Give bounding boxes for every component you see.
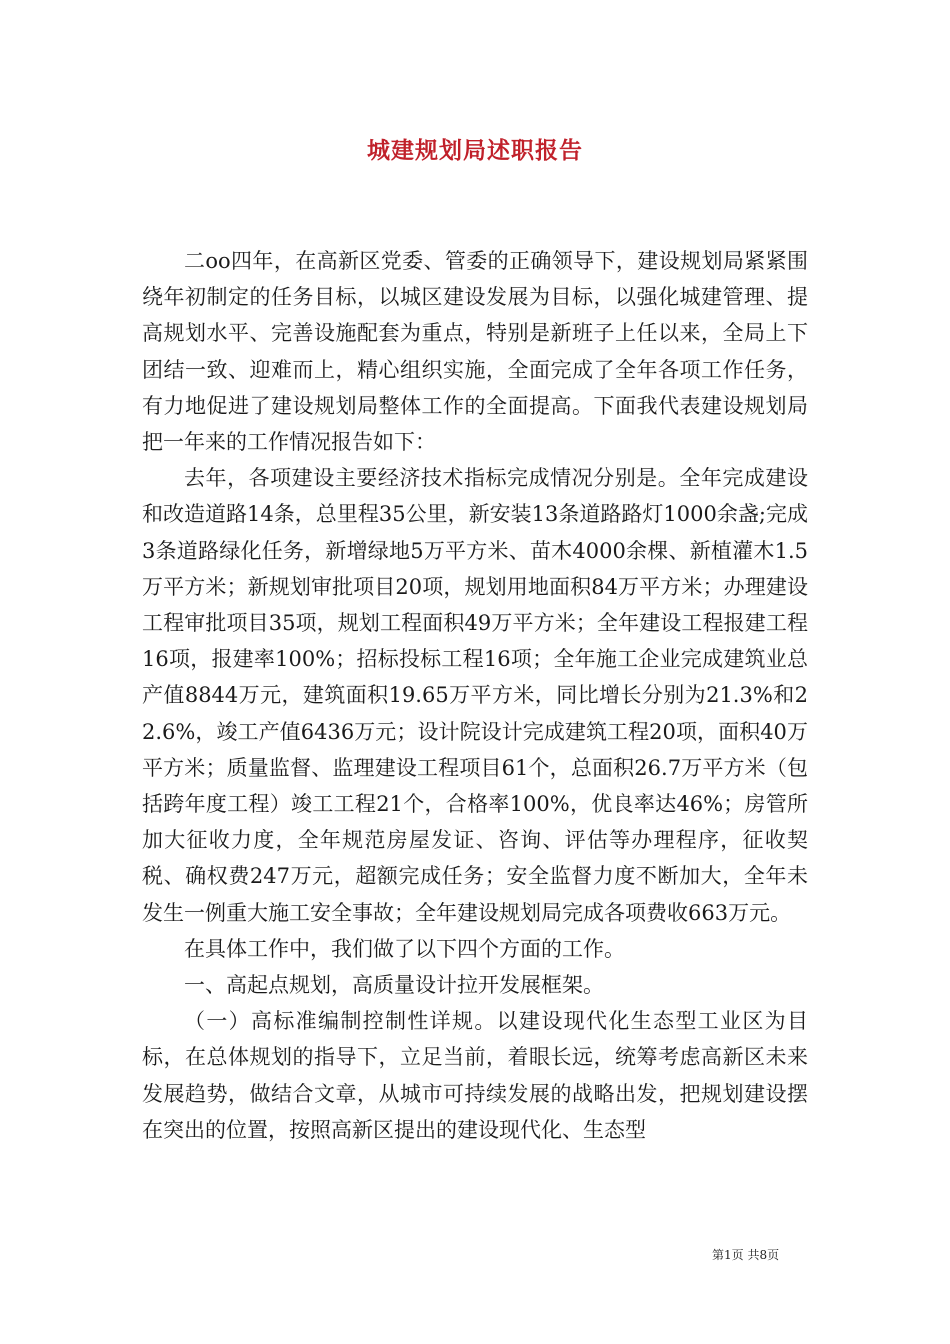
footer-middle: 页 共 — [731, 1248, 760, 1262]
current-page-number: 1 — [724, 1248, 732, 1262]
section-heading-1: 一、高起点规划，高质量设计拉开发展框架。 — [184, 973, 604, 998]
document-title: 城建规划局述职报告 — [367, 137, 583, 164]
footer-suffix: 页 — [767, 1248, 780, 1262]
paragraph-intro: 二oo四年，在高新区党委、管委的正确领导下，建设规划局紧紧围绕年初制定的任务目标，以城区建设发展为目标，以强化城建管理、提高规划水平、完善设施配套为重点，特别是新班子上任以来，全局上下团结一致、迎难而上，精心组织实施，全面完成了全年各项工作任务，有力地促进了建设规划局整体工作的全面提高。下面我代表建设规划局把一年来的工作情况报告如下： — [142, 249, 808, 455]
paragraph-indicators: 去年，各项建设主要经济技术指标完成情况分别是。全年完成建设和改造道路14条，总里程35公里，新安装13条道路路灯1000余盏;完成3条道路绿化任务，新增绿地5万平方米、苗木4000余棵、新植灌木1.5万平方米；新规划审批项目20项，规划用地面积84万平方米；办理建设工程审批项目35项，规划工程面积49万平方米；全年建设工程报建工程16项，报建率100%；招标投标工程16项；全年施工企业完成建筑业总产值8844万元，建筑面积19.65万平方米，同比增长分别为21.3%和22.6%，竣工产值6436万元；设计院设计完成建筑工程20项，面积40万平方米；质量监督、监理建设工程项目61个，总面积26.7万平方米（包括跨年度工程）竣工工程21个，合格率100%，优良率达46%；房管所加大征收力度，全年规范房屋发证、咨询、评估等办理程序，征收契税、确权费247万元，超额完成任务；安全监督力度不断加大，全年未发生一例重大施工安全事故；全年建设规划局完成各项费收663万元。 — [142, 466, 808, 925]
paragraph-subsection-1: （一）高标准编制控制性详规。以建设现代化生态型工业区为目标，在总体规划的指导下，立足当前，着眼长远，统筹考虑高新区未来发展趋势，做结合文章，从城市可持续发展的战略出发，把规划建设摆在突出的位置，按照高新区提出的建设现代化、生态型 — [142, 1009, 808, 1142]
document-body — [142, 243, 808, 1148]
paragraph-four-aspects: 在具体工作中，我们做了以下四个方面的工作。 — [184, 936, 625, 961]
total-pages-number: 8 — [759, 1248, 768, 1262]
footer-prefix: 第 — [712, 1248, 725, 1262]
page-number-footer — [712, 1246, 832, 1263]
